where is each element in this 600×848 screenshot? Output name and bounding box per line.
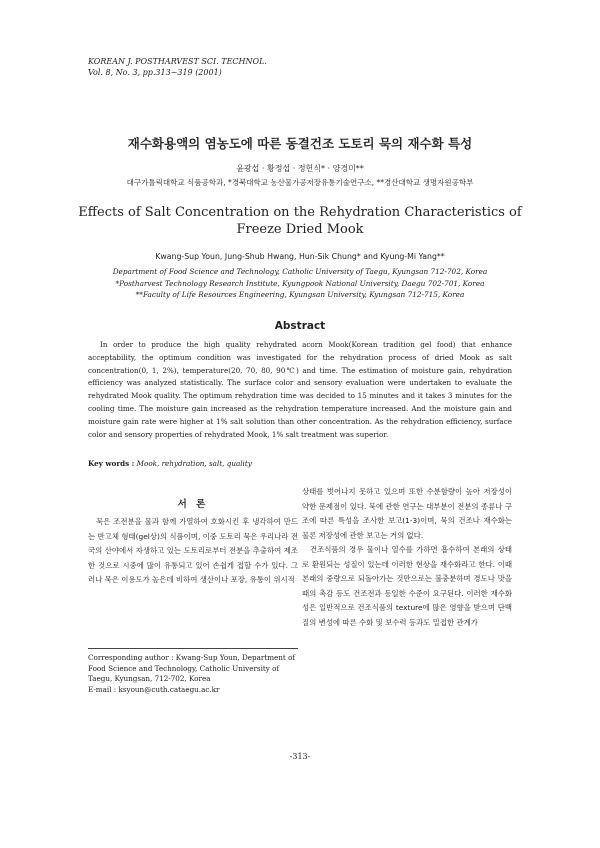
- keywords-label: Key words :: [88, 459, 135, 468]
- intro-right-paragraph-2: 건조식품의 경우 물이나 열수를 가하면 흡수하여 본래의 상태로 환원되는 성질이 있는데 이러한 현상을 재수화라고 한다. 이때 본래의 중량으로 되돌아가는 것만으로는 불충분하며 경도나 맛을 때의 촉감 등도 건조전과 동일한 수준이 요구된다. 이러한 재수화성은 일반적으로 건조식품의 texture에 많은 영향을 받으며 단백질의 변성에 따른 수화 및 보수력 등과도 밀접한 관계가: [302, 545, 512, 627]
- journal-name: KOREAN J. POSTHARVEST SCI. TECHNOL.: [88, 57, 267, 66]
- journal-header: [88, 56, 267, 78]
- affiliation-2: *Postharvest Technology Research Institute, Kyungpook National University, Daegu 702-701, Korea: [115, 278, 485, 288]
- intro-right-column: [302, 485, 512, 630]
- section-title-introduction: 서 론: [177, 499, 209, 510]
- page-number: -313-: [289, 752, 311, 761]
- affiliation-3: **Faculty of Life Resources Engineering, Kyungsan University, Kyungsan 712-715, Korea: [135, 290, 465, 299]
- keywords-text: Mook, rehydration, salt, quality: [136, 459, 252, 468]
- footnote-email: E-mail : ksyoun@cuth.cataegu.ac.kr: [88, 684, 220, 694]
- intro-left-column: [88, 515, 298, 588]
- english-title-line1: Effects of Salt Concentration on the Rehydration Characteristics of: [78, 205, 522, 220]
- footnote-divider: [88, 648, 298, 649]
- intro-left-paragraph: 묵은 조전분을 물과 함께 가열하여 호화시킨 후 냉각하여 만드는 반고체 형태(gel상)의 식품이며, 이중 도토리 묵은 우리나라 전국의 산야에서 자생하고 있는 도토리로부터 전분을 추출하여 제조한 것으로 시중에 많이 유통되고 있어 손쉽게 접할 수가 있다. 그러나 묵은 이용도가 높은데 비하여 생산이나 포장, 유통이 위시적: [88, 517, 298, 584]
- corresponding-author-footnote: [88, 653, 298, 695]
- footnote-author: Corresponding author : Kwang-Sup Youn, Department of Food Science and Technology, Catholic University of Taegu, Kyungsan, 712-702, Korea: [88, 653, 296, 683]
- korean-affiliations: 대구가톨릭대학교 식품공학과, *경북대학교 농산물가공저장유통기술연구소, **경산대학교 생명자원공학부: [126, 178, 474, 187]
- korean-title: 재수화용액의 염농도에 따른 동결건조 도토리 묵의 재수화 특성: [127, 136, 473, 151]
- english-title-line2: Freeze Dried Mook: [236, 222, 364, 237]
- intro-right-paragraph-1: 상태를 벗어나지 못하고 있으며 또한 수분함량이 높아 저장성이 약한 문제점이 있다. 묵에 관한 연구는 대부분이 전분의 종류나 구조에 따른 특성을 조사한 보고(1-3)이며, 묵의 건조나 재수화는 물론 저장성에 관한 보고는 거의 없다.: [302, 487, 512, 540]
- keywords: [88, 459, 512, 468]
- affiliation-1: Department of Food Science and Technology, Catholic University of Taegu, Kyungsan 712-702, Korea: [112, 267, 488, 276]
- korean-authors: 윤광섭 · 황정섭 · 정헌식* · 양경미**: [236, 164, 364, 173]
- english-title: [40, 204, 560, 238]
- journal-volume: Vol. 8, No. 3, pp.313~319 (2001): [88, 68, 222, 77]
- abstract-body: [88, 339, 512, 441]
- english-authors: Kwang-Sup Youn, Jung-Shub Hwang, Hun-Sik Chung* and Kyung-Mi Yang**: [155, 252, 445, 261]
- english-affiliations: [40, 266, 560, 301]
- abstract-text: In order to produce the high quality rehydrated acorn Mook(Korean tradition gel food) that enhance acceptability, the optimum condition was investigated for the rehydration process of dried Mook as salt concentration(0, 1, 2%), temperature(20, 70, 80, 90℃) and time. The estimation of moisture gain, rehydration efficiency was analyzed statistically. The surface color and sensory evaluation were undertaken to evaluate the rehydrated Mook quality. The optimum rehydration time was decided to 15 minutes and it takes 3 minutes for the cooling time. The moisture gain increased as the rehydration temperature increased. And the moisture gain and moisture gain rate were higher at 1% salt solution than other concentration. As the rehydration efficiency, surface color and sensory properties of rehydrated Mook, 1% salt treatment was superior.: [88, 340, 512, 439]
- abstract-heading: Abstract: [274, 320, 326, 332]
